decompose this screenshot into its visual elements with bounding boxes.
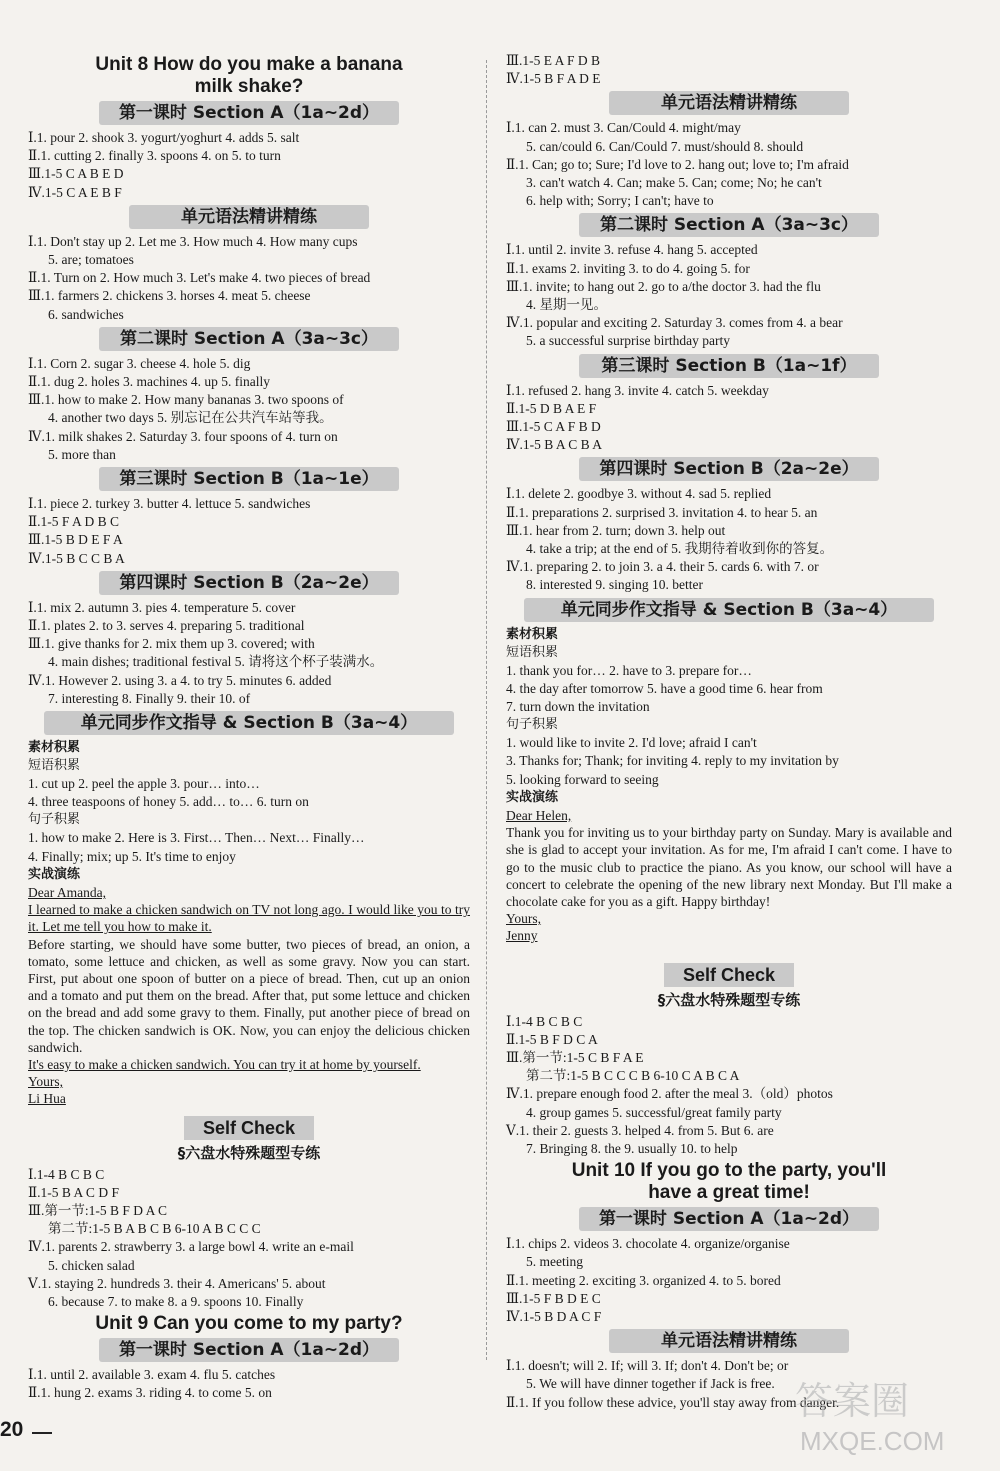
answer-block [506, 485, 952, 594]
answer-line: Ⅳ.1. parents 2. strawberry 3. a large bowl 4. write an e-mail [28, 1239, 354, 1255]
answer-line: Ⅰ.1. pour 2. shook 3. yogurt/yoghurt 4. adds 5. salt [28, 130, 300, 145]
answer-line: Ⅱ.1-5 B A C D F [28, 1184, 119, 1200]
answer-line: Ⅱ.1. Turn on 2. How much 3. Let's make 4. two pieces of bread [28, 270, 371, 286]
answer-line: 4. group games 5. successful/great family party [526, 1104, 782, 1120]
answer-line: Ⅲ.1. invite; to hang out 2. go to a/the doctor 3. had the flu [506, 278, 821, 294]
answer-line: 5. looking forward to seeing [506, 771, 659, 787]
answer-line: Ⅰ.1. Corn 2. sugar 3. cheese 4. hole 5. dig [28, 355, 251, 371]
answer-line: Ⅰ.1. Don't stay up 2. Let me 3. How much 4. How many cups [28, 233, 358, 249]
answer-line: Ⅲ.1-5 F B D E C [506, 1290, 601, 1306]
unit-title [28, 54, 470, 98]
answer-line: Ⅲ.第一节:1-5 B F D A C [28, 1202, 168, 1218]
answer-line: Ⅲ.1. how to make 2. How many bananas 3. two spoons of [28, 392, 344, 408]
answer-block [28, 495, 470, 568]
answer-line: 8. interested 9. singing 10. better [526, 577, 703, 593]
letter-signature: Li Hua [28, 1091, 66, 1107]
answer-line: Ⅲ.1-5 C A F B D [506, 419, 601, 435]
answer-line: Ⅰ.1. can 2. must 3. Can/Could 4. might/may [506, 120, 741, 136]
answer-line: Ⅳ.1-5 B D A C F [506, 1308, 602, 1324]
letter-paragraph: Before starting, we should have some butter, two pieces of bread, an onion, a tomato, some lettuce and chicken, as well as some gravy. Now you can start. First, put about one spoon of butter on a piece of bread. Then, cut up an onion and a tomato and put them on the bread. After that, put some lettuce and chicken on the bread and add some gravy to them. Finally, put another piece of bread on the top. The chicken sandwich is OK. Now, you can enjoy the delicious chicken sandwich. [28, 936, 470, 1055]
answer-block [28, 233, 470, 324]
answer-line: 1. how to make 2. Here is 3. First… Then… Next… Finally… [28, 830, 365, 846]
answer-line: 7. Bringing 8. the 9. usually 10. to help [526, 1140, 738, 1156]
unit-title-line: Unit 8 How do you make a banana [95, 54, 403, 75]
watermark-url: MXQE.COM [800, 1426, 945, 1456]
letter-closing: Yours, [28, 1074, 64, 1090]
letter-paragraph: It's easy to make a chicken sandwich. You can try it at home by yourself. [28, 1056, 421, 1072]
answer-line: Ⅱ.1. cutting 2. finally 3. spoons 4. on 5. to turn [28, 148, 281, 164]
letter-greeting: Dear Helen, [506, 807, 572, 823]
answer-line: Ⅴ.1. staying 2. hundreds 3. their 4. Americans' 5. about [28, 1275, 326, 1291]
section-header: 第四课时 Section B（2a~2e） [579, 457, 879, 481]
label-shizhan: 实战演练 [506, 789, 559, 805]
answer-line: Ⅲ.1-5 B D E F A [28, 532, 123, 548]
letter-greeting: Dear Amanda, [28, 884, 106, 900]
answer-line: 5. We will have dinner together if Jack is free. [526, 1376, 775, 1392]
answer-block [506, 241, 952, 350]
answer-line: 第二节:1-5 B A B C B 6-10 A B C C C [48, 1221, 261, 1237]
answer-line: Ⅳ.1-5 B C C B A [28, 550, 125, 566]
answer-block [28, 355, 470, 464]
answer-block [506, 119, 952, 210]
letter-closing: Yours, [506, 911, 542, 927]
answer-line: 4. main dishes; traditional festival 5. 请将这个杯子装满水。 [48, 654, 384, 670]
answer-line: 4. the day after tomorrow 5. have a good time 6. hear from [506, 680, 823, 696]
answer-line: Ⅱ.1. Can; go to; Sure; I'd love to 2. hang out; love to; I'm afraid [506, 156, 849, 172]
answer-block [506, 382, 952, 455]
letter [506, 807, 952, 945]
self-check-header: Self Check [184, 1116, 314, 1140]
answer-line: 4. another two days 5. 别忘记在公共汽车站等我。 [48, 410, 333, 426]
answer-line: Ⅳ.1. prepare enough food 2. after the meal 3.（old）photos [506, 1086, 833, 1102]
answer-line: Ⅰ.1. delete 2. goodbye 3. without 4. sad 5. replied [506, 486, 772, 502]
answer-line: 1. would like to invite 2. I'd love; afraid I can't [506, 735, 757, 751]
answer-line: Ⅳ.1. milk shakes 2. Saturday 3. four spoons of 4. turn on [28, 428, 338, 444]
answer-line: Ⅱ.1. plates 2. to 3. serves 4. preparing 5. traditional [28, 618, 305, 634]
answer-line: Ⅰ.1. piece 2. turkey 3. butter 4. lettuce 5. sandwiches [28, 496, 311, 512]
section-header: 第四课时 Section B（2a~2e） [99, 571, 399, 595]
answer-line: 4. 星期一见。 [526, 297, 607, 313]
unit-title-line: Unit 10 If you go to the party, you'll [571, 1160, 887, 1182]
section-header: 第二课时 Section A（3a~3c） [99, 327, 399, 351]
answer-line: Ⅱ.1. If you follow these advice, you'll stay away from danger. [506, 1394, 840, 1410]
answer-line: Ⅲ.1. farmers 2. chickens 3. horses 4. meat 5. cheese [28, 288, 311, 304]
label-juzi: 句子积累 [506, 717, 559, 733]
unit-title [506, 1160, 952, 1204]
answer-line: Ⅰ.1. chips 2. videos 3. chocolate 4. organize/organise [506, 1236, 790, 1252]
answer-line: Ⅳ.1. preparing 2. to join 3. a 4. their 5. cards 6. with 7. or [506, 559, 819, 575]
right-column [506, 52, 952, 1412]
answer-line: 6. help with; Sorry; I can't; have to [526, 193, 714, 209]
self-check-header: Self Check [664, 963, 794, 987]
answer-line: Ⅰ.1. mix 2. autumn 3. pies 4. temperature 5. cover [28, 599, 296, 615]
answer-line: 第二节:1-5 B C C C B 6-10 C A B C A [526, 1068, 740, 1084]
answer-line: Ⅰ.1-4 B C B C [506, 1013, 583, 1029]
answer-block [506, 52, 952, 88]
unit-title-line: have a great time! [648, 1182, 810, 1204]
label-sucai: 素材积累 [28, 740, 81, 756]
answer-block [506, 1235, 952, 1326]
answer-line: 5. are; tomatoes [48, 252, 134, 268]
answer-line: Ⅲ.1. give thanks for 2. mix them up 3. covered; with [28, 636, 315, 652]
answer-line: Ⅱ.1-5 B F D C A [506, 1031, 598, 1047]
answer-block [28, 599, 470, 708]
answer-line: 1. cut up 2. peel the apple 3. pour… into… [28, 776, 260, 792]
answer-line: Ⅱ.1. meeting 2. exciting 3. organized 4. to 5. bored [506, 1272, 781, 1288]
answer-line: 5. chicken salad [48, 1257, 135, 1273]
answer-line: Ⅳ.1-5 B F A D E [506, 71, 601, 87]
answer-block [28, 1366, 470, 1402]
section-header: 第一课时 Section A（1a~2d） [99, 1338, 399, 1362]
label-duanyu: 短语积累 [28, 758, 81, 774]
section-header: 第三课时 Section B（1a~1f） [579, 354, 879, 378]
section-header: 第二课时 Section A（3a~3c） [579, 213, 879, 237]
answer-line: Ⅴ.1. their 2. guests 3. helped 4. from 5. But 6. are [506, 1122, 774, 1138]
answer-line: 7. turn down the invitation [506, 699, 650, 715]
left-column [28, 52, 470, 1403]
letter-paragraph: Thank you for inviting us to your birthday party on Sunday. Mary is available and she is glad to accept your invitation. As for me, I'm afraid I can't come. I have to go to the music club to practice the piano. As you know, our school will have a concert to celebrate the opening of the new library next Monday. But I'll make a chocolate cake for you as a gift. Happy birthday! [506, 825, 952, 909]
answer-line: 6. sandwiches [48, 306, 124, 322]
label-duanyu: 短语积累 [506, 644, 559, 660]
section-header: 单元语法精讲精练 [609, 1329, 849, 1353]
section-header: 单元语法精讲精练 [129, 205, 369, 229]
answer-line: Ⅳ.1-5 C A E B F [28, 184, 122, 200]
answer-line: 3. can't watch 4. Can; make 5. Can; come; No; he can't [526, 175, 822, 191]
answer-block [28, 1166, 470, 1312]
letter [28, 884, 470, 1108]
answer-line: 7. interesting 8. Finally 9. their 10. of [48, 690, 251, 706]
answer-line: Ⅰ.1. doesn't; will 2. If; will 3. If; don't 4. Don't be; or [506, 1358, 789, 1374]
answer-line: Ⅰ.1-4 B C B C [28, 1166, 105, 1182]
answer-line: 5. can/could 6. Can/Could 7. must/should 8. should [526, 138, 804, 154]
column-divider [486, 60, 487, 1360]
answer-line: Ⅰ.1. until 2. invite 3. refuse 4. hang 5. accepted [506, 242, 758, 258]
section-header: 单元同步作文指导 & Section B（3a~4） [44, 711, 454, 735]
section-header: 第一课时 Section A（1a~2d） [99, 101, 399, 125]
answer-line: 6. because 7. to make 8. a 9. spoons 10. Finally [48, 1293, 304, 1309]
answer-line: 3. Thanks for; Thank; for inviting 4. reply to my invitation by [506, 753, 839, 769]
page-number: 20 [0, 1418, 24, 1441]
page-number-rule [32, 1432, 52, 1434]
answer-block [506, 1013, 952, 1159]
answer-line: Ⅳ.1-5 B A C B A [506, 437, 603, 453]
answer-line: Ⅳ.1. popular and exciting 2. Saturday 3. comes from 4. a bear [506, 315, 843, 331]
answer-line: Ⅱ.1. preparations 2. surprised 3. invitation 4. to hear 5. an [506, 504, 818, 520]
self-check-subtitle: §六盘水特殊题型专练 [657, 990, 801, 1009]
label-shizhan: 实战演练 [28, 866, 81, 882]
label-juzi: 句子积累 [28, 812, 81, 828]
answer-block [28, 129, 470, 202]
section-header: 单元同步作文指导 & Section B（3a~4） [524, 598, 934, 622]
answer-line: 5. more than [48, 446, 116, 462]
unit-title: Unit 9 Can you come to my party? [95, 1313, 403, 1335]
answer-line: 5. a successful surprise birthday party [526, 333, 730, 349]
section-header: 单元语法精讲精练 [609, 91, 849, 115]
answer-line: Ⅱ.1. hung 2. exams 3. riding 4. to come 5. on [28, 1385, 272, 1401]
section-header: 第三课时 Section B（1a~1e） [99, 467, 399, 491]
section-header: 第一课时 Section A（1a~2d） [579, 1207, 879, 1231]
answer-line: 1. thank you for… 2. have to 3. prepare for… [506, 662, 752, 678]
self-check-subtitle: §六盘水特殊题型专练 [177, 1143, 321, 1162]
answer-line: Ⅲ.1-5 E A F D B [506, 53, 601, 68]
answer-line: Ⅱ.1. exams 2. inviting 3. to do 4. going 5. for [506, 260, 750, 276]
answer-line: 4. take a trip; at the end of 5. 我期待着收到你的答复。 [526, 541, 834, 557]
answer-line: Ⅱ.1-5 F A D B C [28, 514, 119, 530]
letter-paragraph: I learned to make a chicken sandwich on TV not long ago. I would like you to try it. Let me tell you how to make it. [28, 902, 470, 935]
answer-line: Ⅱ.1-5 D B A E F [506, 400, 597, 416]
answer-line: Ⅲ.1-5 C A B E D [28, 166, 124, 182]
letter-signature: Jenny [506, 928, 538, 944]
answer-line: 4. three teaspoons of honey 5. add… to… 6. turn on [28, 794, 309, 810]
answer-line: 4. Finally; mix; up 5. It's time to enjoy [28, 848, 236, 864]
unit-title-line: milk shake? [194, 76, 304, 97]
watermark-logo: 答案圈 [795, 1379, 910, 1423]
answer-line: Ⅳ.1. However 2. using 3. a 4. to try 5. minutes 6. added [28, 672, 332, 688]
answer-line: Ⅰ.1. refused 2. hang 3. invite 4. catch 5. weekday [506, 382, 769, 398]
answer-line: Ⅲ.第一节:1-5 C B F A E [506, 1049, 644, 1065]
answer-line: Ⅲ.1. hear from 2. turn; down 3. help out [506, 522, 726, 538]
label-sucai: 素材积累 [506, 626, 559, 642]
answer-line: Ⅱ.1. dug 2. holes 3. machines 4. up 5. finally [28, 374, 271, 390]
answer-line: 5. meeting [526, 1254, 583, 1270]
answer-line: Ⅰ.1. until 2. available 3. exam 4. flu 5. catches [28, 1367, 276, 1383]
